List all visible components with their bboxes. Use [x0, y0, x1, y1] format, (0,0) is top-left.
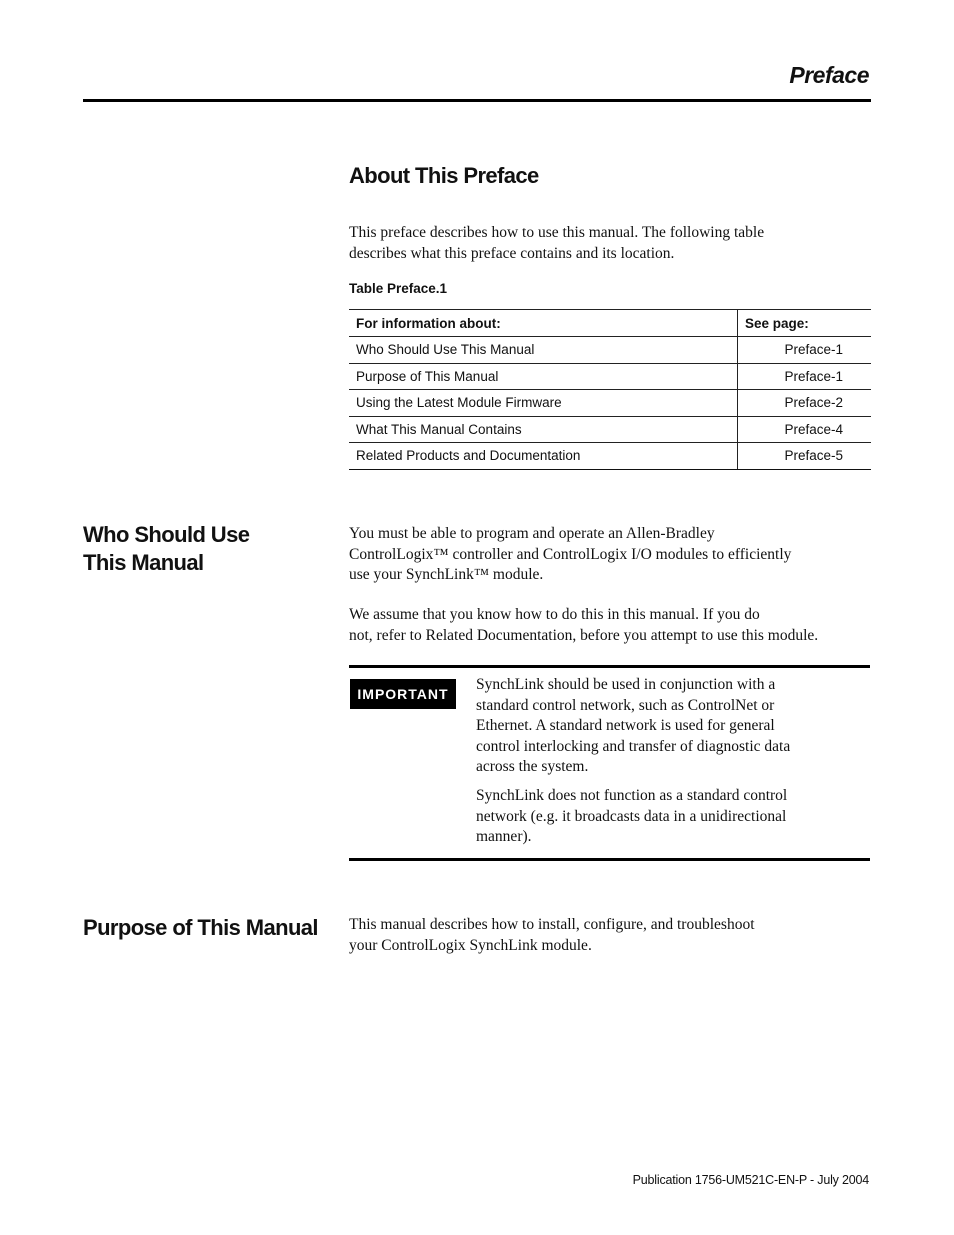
table-cell-topic: Who Should Use This Manual [349, 337, 738, 364]
table-row [349, 443, 871, 470]
publication-footer: Publication 1756-UM521C-EN-P - July 2004 [632, 1173, 869, 1187]
table-cell-topic: What This Manual Contains [349, 416, 738, 443]
about-intro-line: describes what this preface contains and its location. [349, 244, 675, 262]
who-heading-line: Who Should Use [83, 522, 250, 547]
important-line: across the system. [476, 758, 589, 775]
who-heading-line: This Manual [83, 550, 204, 575]
page-title: Preface [789, 62, 869, 88]
who-p1-line: ControlLogix™ controller and ControlLogix I/O modules to efficiently [349, 545, 792, 563]
important-paragraph-1 [476, 675, 826, 778]
important-bottom-rule [349, 858, 870, 861]
table-cell-page: Preface-2 [738, 390, 872, 417]
important-badge: IMPORTANT [350, 679, 456, 709]
table-cell-page: Preface-1 [738, 363, 872, 390]
column-header-page: See page: [738, 310, 872, 337]
purpose-line: your ControlLogix SynchLink module. [349, 936, 592, 954]
table-row [349, 416, 871, 443]
column-header-topic: For information about: [349, 310, 738, 337]
who-p2-line: not, refer to Related Documentation, before you attempt to use this module. [349, 626, 819, 644]
header-divider [83, 99, 871, 102]
table-caption: Table Preface.1 [349, 281, 448, 296]
important-line: SynchLink should be used in conjunction with a [476, 676, 776, 693]
important-line: Ethernet. A standard network is used for general [476, 717, 775, 734]
table-cell-page: Preface-1 [738, 337, 872, 364]
preface-contents-table [349, 309, 871, 470]
table-row [349, 390, 871, 417]
table-cell-topic: Using the Latest Module Firmware [349, 390, 738, 417]
important-line: standard control network, such as ControlNet or [476, 696, 775, 714]
about-heading: About This Preface [349, 163, 539, 188]
who-p1-line: You must be able to program and operate an Allen-Bradley [349, 525, 715, 542]
purpose-paragraph [349, 915, 869, 956]
who-paragraph-2 [349, 605, 869, 646]
important-line: SynchLink does not function as a standard control [476, 787, 788, 804]
about-intro [349, 223, 869, 264]
who-p2-line: We assume that you know how to do this in this manual. If you do [349, 606, 760, 623]
table-cell-topic: Related Products and Documentation [349, 443, 738, 470]
who-heading [83, 521, 323, 577]
important-line: network (e.g. it broadcasts data in a unidirectional [476, 807, 787, 825]
who-paragraph-1 [349, 524, 869, 586]
table-header-row [349, 310, 871, 337]
purpose-heading: Purpose of This Manual [83, 915, 318, 940]
important-line: control interlocking and transfer of diagnostic data [476, 737, 791, 755]
important-paragraph-2 [476, 786, 826, 848]
table-cell-page: Preface-4 [738, 416, 872, 443]
table-cell-page: Preface-5 [738, 443, 872, 470]
who-p1-line: use your SynchLink™ module. [349, 566, 544, 583]
important-line: manner). [476, 828, 532, 845]
table-row [349, 363, 871, 390]
about-intro-line: This preface describes how to use this manual. The following table [349, 224, 765, 241]
purpose-line: This manual describes how to install, configure, and troubleshoot [349, 916, 755, 933]
important-top-rule [349, 665, 870, 668]
table-cell-topic: Purpose of This Manual [349, 363, 738, 390]
table-row [349, 337, 871, 364]
